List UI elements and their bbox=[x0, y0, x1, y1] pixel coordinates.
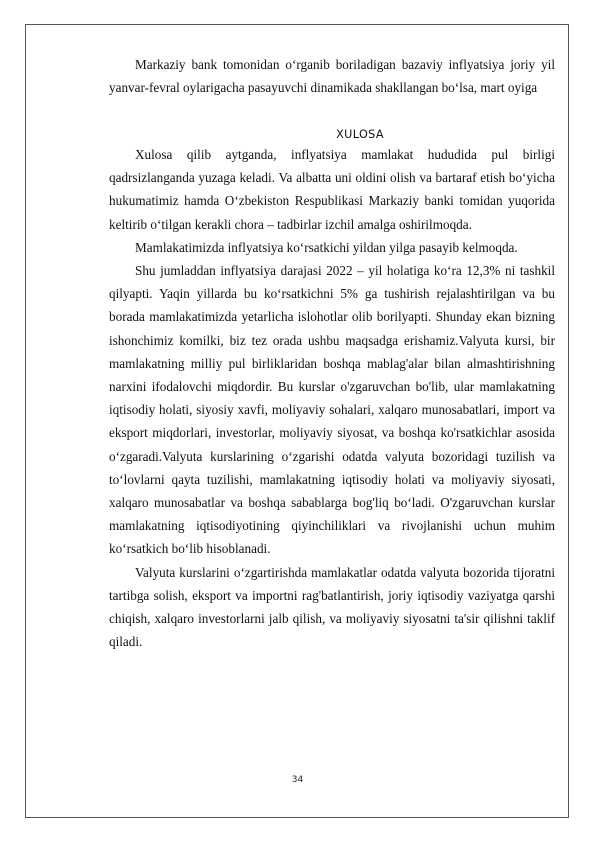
paragraph-3: Shu jumladdan inflyatsiya darajasi 2022 – yil holatiga ko‘ra 12,3% ni tashkil qilyapti. Yaqin yillarda bu ko‘rsatkichni 5% ga tushirish rejalashtirilgan va bu borada mamlakatimizda yetarlicha islohotlar olib borilyapti. Shunday ekan bizning ishonchimiz komilki, biz tez orada ushbu maqsadga erishamiz.Valyuta kursi, bir mamlakatning milliy pul birliklaridan boshqa mablag'alar bilan almashtirishning narxini ifodalovchi miqdordir. Bu kurslar o'zgaruvchan bo'lib, ular mamlakatning iqtisodiy holati, siyosiy xavfi, moliyaviy sohalari, xalqaro munosabatlari, import va eksport miqdorlari, investorlar, moliyaviy siyosat, va boshqa ko'rsatkichlar asosida o‘zgaradi.Valyuta kurslarining o‘zgarishi odatda valyuta bozoridagi tuzilish va to‘lovlarni qayta tuzilishi, mamlakatning iqtisodiy holati va moliyaviy siyosati, xalqaro munosabatlar va boshqa sabablarga bog'liq bo‘ladi. O'zgaruvchan kurslar mamlakatning iqtisodiyotining qiyinchiliklari va rivojlanishi uchun muhim ko‘rsatkich bo‘lib hisoblanadi. bbox=[109, 263, 555, 557]
section-heading: XULOSA bbox=[336, 128, 384, 141]
intro-paragraph: Markaziy bank tomonidan o‘rganib boriladigan bazaviy inflyatsiya joriy yil yanvar-fevral oylarigacha pasayuvchi dinamikada shakllangan bo‘lsa, mart oyiga bbox=[109, 57, 555, 96]
conclusion-body bbox=[109, 143, 555, 653]
paragraph-2: Mamlakatimizda inflyatsiya ko‘rsatkichi yildan yilga pasayib kelmoqda. bbox=[135, 239, 518, 255]
page-number: 34 bbox=[291, 775, 304, 785]
intro-paragraph-block bbox=[109, 53, 555, 99]
paragraph-4: Valyuta kurslarini o‘zgartirishda mamlakatlar odatda valyuta bozorida tijoratni tartibga solish, eksport va importni rag'batlantirish, joriy iqtisodiy vaziyatga qarshi chiqish, xalqaro investorlarni jalb qilish, va moliyaviy siyosatni ta'sir qilishni taklif qiladi. bbox=[109, 564, 555, 650]
paragraph-1: Xulosa qilib aytganda, inflyatsiya mamlakat hududida pul birligi qadrsizlanganda yuzaga keladi. Va albatta uni oldini olish va bartaraf etish bo‘yicha hukumatimiz hamda O‘zbekiston Respublikasi Markaziy banki tomidan yuqorida keltirib o‘tilgan kerakli chora – tadbirlar izchil amalga oshirilmoqda. bbox=[109, 147, 555, 232]
